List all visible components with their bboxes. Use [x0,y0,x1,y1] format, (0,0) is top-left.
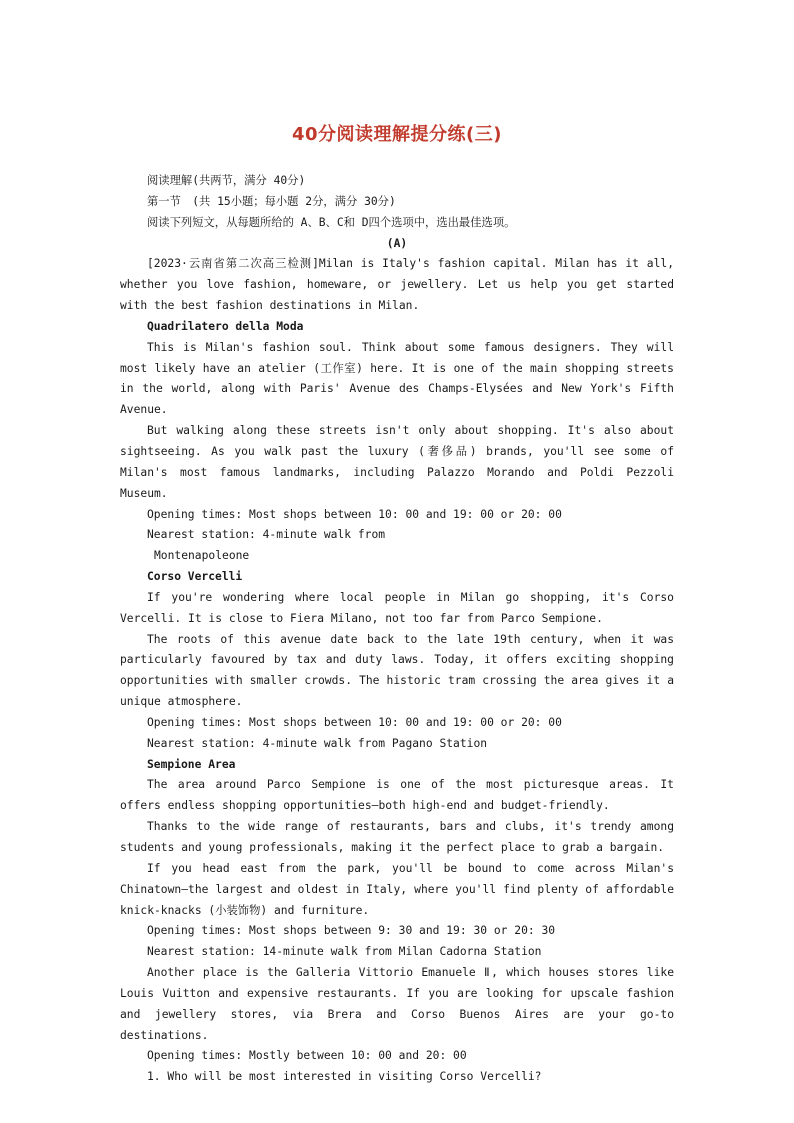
sempione-paragraph-2: Thanks to the wide range of restaurants, bars and clubs, it's trendy among students and young professionals, making it the perfect place to grab a bargain. [120,820,674,854]
quad-opening-times: Opening times: Most shops between 10: 00 and 19: 00 or 20: 00 [147,507,562,521]
page-title: 40分阅读理解提分练(三) [291,124,502,145]
intro-line-3: 阅读下列短文，从每题所给的 A、B、C和 D四个选项中，选出最佳选项。 [147,215,516,229]
corso-opening-times: Opening times: Most shops between 10: 00 and 19: 00 or 20: 00 [147,715,562,729]
intro-line-2: 第一节 (共 15小题；每小题 2分，满分 30分) [147,194,396,208]
quad-station-name: Montenapoleone [154,549,250,563]
sempione-nearest-station: Nearest station: 14-minute walk from Milan Cadorna Station [147,945,542,959]
sempione-opening-times: Opening times: Most shops between 9: 30 and 19: 30 or 20: 30 [147,924,556,938]
corso-paragraph-1: If you're wondering where local people in Milan go shopping, it's Corso Vercelli. It is close to Fiera Milano, not too far from Parco Sempione. [120,590,674,625]
corso-nearest-station: Nearest station: 4-minute walk from Pagano Station [147,736,488,750]
sempione-paragraph-3: If you head east from the park, you'll be bound to come across Milan's Chinatown—the largest and oldest in Italy, where you'll find plenty of affordable knick-knacks (小装饰物) and furniture. [120,861,674,917]
galleria-paragraph: Another place is the Galleria Vittorio Emanuele Ⅱ, which houses stores like Louis Vuitton and expensive restaurants. If you are looking for upscale fashion and jewellery stores, via Brera and Corso Buenos Aires are your go-to destinations. [120,966,674,1042]
quad-heading: Quadrilatero della Moda [147,319,304,333]
galleria-opening-times: Opening times: Mostly between 10: 00 and 20: 00 [147,1049,467,1063]
intro-line-1: 阅读理解(共两节，满分 40分) [147,174,306,187]
quad-paragraph-2: But walking along these streets isn't only about shopping. It's also about sightseeing. As you walk past the luxury (奢侈品) brands, you'll see some of Milan's most famous landmarks, including Palazzo Morando and Poldi Pezzoli Museum. [120,424,674,500]
document-body [120,171,674,1088]
sempione-heading: Sempione Area [147,757,236,771]
question-1: 1. Who will be most interested in visiting Corso Vercelli? [147,1070,542,1084]
sempione-paragraph-1: The area around Parco Sempione is one of the most picturesque areas. It offers endless shopping opportunities—both high-end and budget-friendly. [120,778,674,813]
corso-heading: Corso Vercelli [147,570,243,584]
quad-paragraph-1: This is Milan's fashion soul. Think about some famous designers. They will most likely have an atelier (工作室) here. It is one of the main shopping streets in the world, along with Paris' Avenue des Champs-Elysées and New York's Fifth Avenue. [120,340,674,417]
opening-paragraph: [2023·云南省第二次高三检测]Milan is Italy's fashion capital. Milan has it all, whether you love fashion, homeware, or jewellery. Let us help you get started with the best fashion destinations in Milan. [120,257,674,313]
quad-nearest-station: Nearest station: 4-minute walk from [147,528,386,542]
corso-paragraph-2: The roots of this avenue date back to the late 19th century, when it was particularly favoured by tax and duty laws. Today, it offers exciting shopping opportunities with smaller crowds. The historic tram crossing the area gives it a unique atmosphere. [120,632,674,709]
section-label: (A) [386,236,408,250]
